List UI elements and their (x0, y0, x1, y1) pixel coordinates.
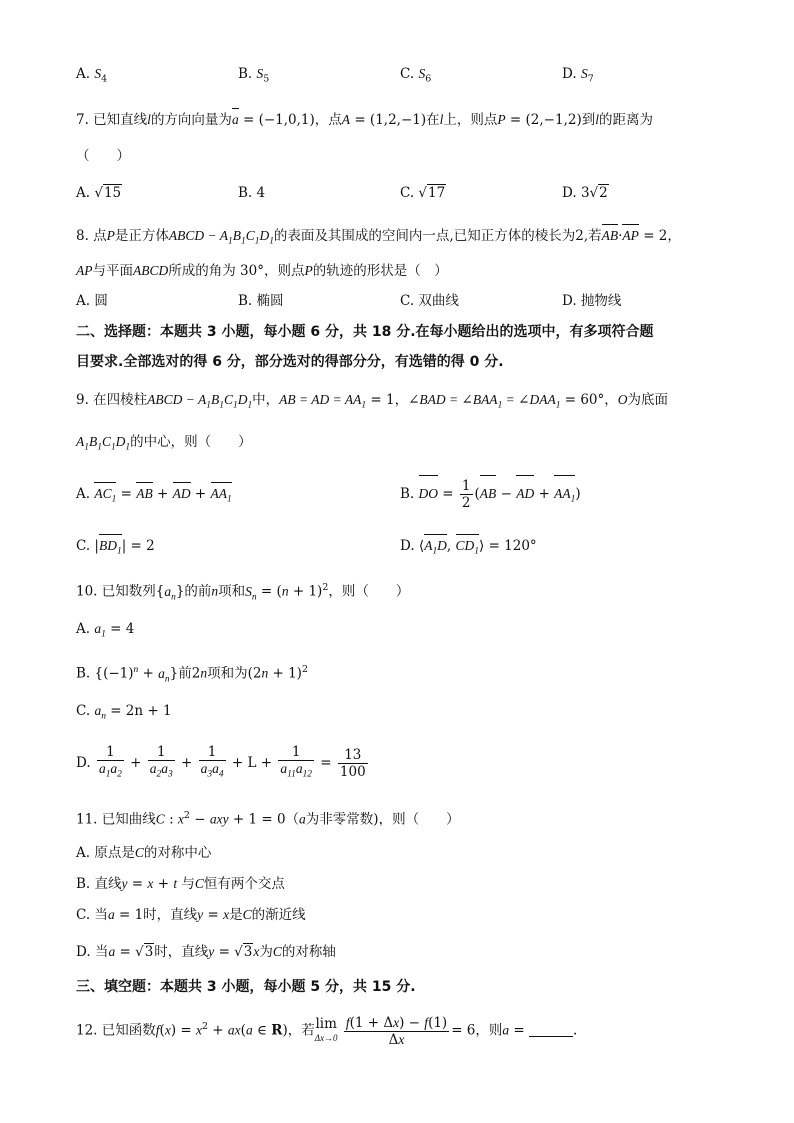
q9-stem: 9. 在四棱柱ABCD − $A_1B_1C_1D_1$中，AB = AD = $AA_1 = 1$，∠BAD = $\angle BAA_1$ = $\angle DAA_1 = 60^\circ$，O为底面 (76, 392, 668, 411)
q10-option-c: C. $a_n = 2n + 1$ (76, 703, 172, 722)
q8-stem-line2: AP与平面ABCD所成的角为 30°，则点P的轨迹的形状是（ ） (76, 263, 448, 279)
q11-option-c: C. 当a = 1时，直线y = x是C的渐近线 (76, 907, 306, 923)
q8-option-b: B. 椭圆 (238, 293, 284, 309)
q9-option-a: A. $AC_1$ = AB + AD + $AA_1$ (76, 484, 232, 510)
q11-stem: 11. 已知曲线C : $x^2$ − axy + 1 = 0（a为非零常数)，则（ ） (76, 810, 460, 828)
q12-answer-blank[interactable] (529, 1022, 573, 1037)
q6-option-d: D. $S_7$ (562, 66, 594, 85)
q7-stem: 7. 已知直线l的方向向量为a = (−1,0,1)，点A = (1,2,−1)在l上，则点P = (2,−1,2)到l的距离为 (76, 112, 653, 128)
q12-stem: 12. 已知函数$f(x) = x^2 + ax(a$ ∈ R)，若 lim Δx→0 $\frac{f(1 + \Delta x) - f(1)}{\Delta x}$ = 6，则a = . (76, 1014, 578, 1048)
q10-option-a: A. $a_1 = 4$ (76, 621, 135, 640)
q6-option-c: C. $S_6$ (400, 66, 432, 85)
q7-option-a: A. √15 (76, 185, 122, 201)
q11-option-a: A. 原点是C的对称中心 (76, 845, 212, 861)
q11-option-d: D. 当a = √3时，直线y = √3x为C的对称轴 (76, 944, 336, 960)
q9-option-b: B. DO = $\frac{1}{2}$ (AB − AD + $AA_1$) (400, 477, 581, 517)
section-2-heading: 二、选择题：本题共 3 小题，每小题 6 分，共 18 分.在每小题给出的选项中，有多项符合题 (76, 324, 654, 340)
q8-option-c: C. 双曲线 (400, 293, 459, 309)
q10-option-b: B. $\{(-1)^n + a_n\}$前2n项和为$(2n + 1)^2$ (76, 664, 308, 685)
q10-stem: 10. 已知数列$\{a_n\}$的前n项和$S_n = (n + 1)^2$，则（ ） (76, 582, 410, 603)
q7-option-c: C. √17 (400, 185, 446, 201)
q9-option-c: C. $|BD_1| = 2$ (76, 536, 155, 562)
q11-option-b: B. 直线y = x + t 与C恒有两个交点 (76, 876, 285, 892)
q9-option-d: D. $⟨A_1D$, $CD_1⟩ = 120^\circ$ (400, 536, 537, 562)
section-2-heading-line2: 目要求.全部选对的得 6 分，部分选对的得部分分，有选错的得 0 分. (76, 354, 504, 370)
q6-option-a: A. $S_4$ (76, 66, 108, 85)
q6-option-b: B. $S_5$ (238, 66, 270, 85)
q7-option-d: D. 3√2 (562, 185, 608, 201)
q8-stem: 8. 点P是正方体ABCD − $A_1B_1C_1D_1$的表面及其围成的空间内一点,已知正方体的棱长为2,若AB·AP = 2， (76, 228, 681, 247)
q7-option-b: B. 4 (238, 185, 266, 201)
q7-paren: （ ） (76, 148, 130, 164)
q8-option-d: D. 抛物线 (562, 293, 622, 309)
q9-stem-line2: $A_1B_1C_1D_1$的中心，则（ ） (76, 434, 252, 453)
q8-option-a: A. 圆 (76, 293, 108, 309)
section-3-heading: 三、填空题：本题共 3 小题，每小题 5 分，共 15 分. (76, 979, 416, 995)
q10-option-d: D. $\frac{1}{a_1a_2}$ + $\frac{1}{a_2a_3}$ + $\frac{1}{a_3a_4}$ + L + $\frac{1}{a_{11}a_{12}}$ = $\frac{13}{100}$ (76, 744, 366, 780)
